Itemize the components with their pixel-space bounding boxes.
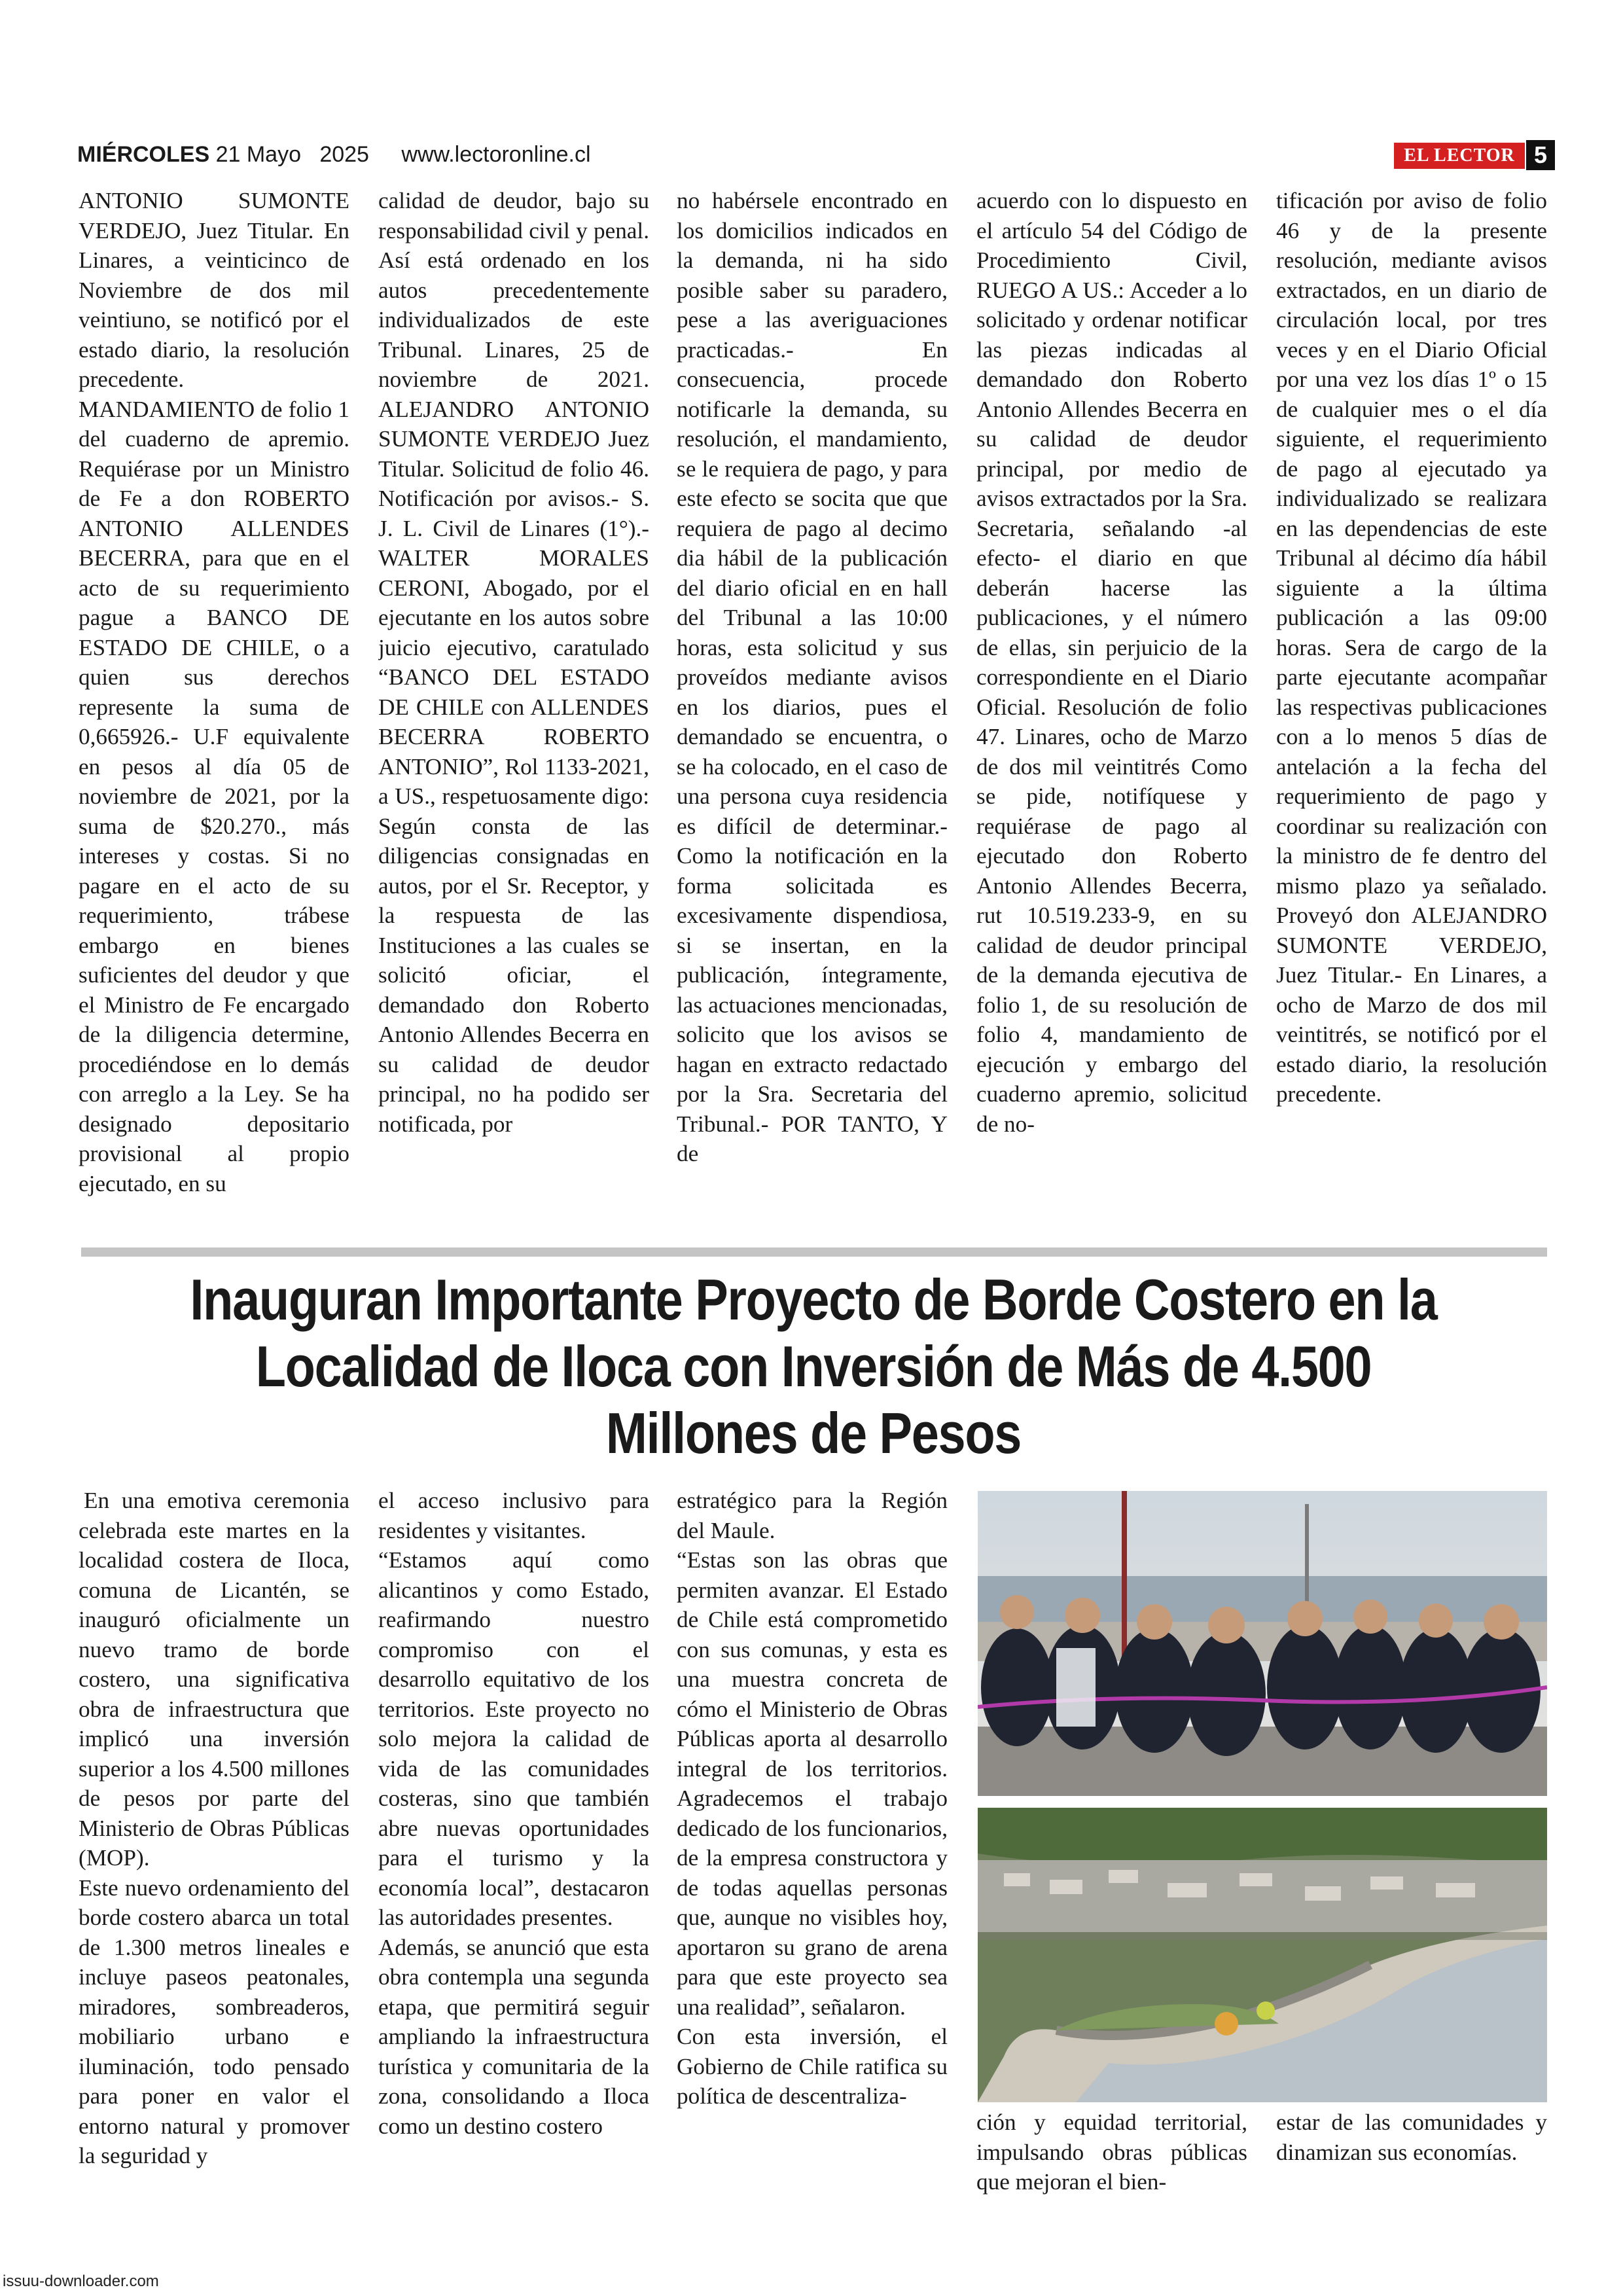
article-column-5 [1276, 2108, 1547, 2212]
legal-notice-column-4 [976, 186, 1247, 1220]
article-paragraph: “Estas son las obras que permiten avanzar. El Estado de Chile está comprometido con sus comunas, y esta es una muestra concreta de cómo el Ministerio de Obras Públicas aporta al desarrollo integral de los territorios. Agradecemos el trabajo dedicado de los funcionarios, de la empresa constructora y de todas aquellas personas que, aunque no visibles hoy, aportaron su grano de arena para que este proyecto sea una realidad”, señalaron. [677, 1547, 948, 2020]
article-paragraph: “Estamos aquí como alicantinos y como Estado, reafirmando nuestro compromiso con el desarrollo equitativo de los territorios. Este proyecto no solo mejora la calidad de vida de las comunidades costeras, sino que también abre nuevas oportunidades para el turismo y la economía local”, destacaron las autoridades presentes. [378, 1547, 649, 1930]
aerial-coastline-photo [978, 1808, 1547, 2102]
article-paragraph: Con esta inversión, el Gobierno de Chile ratifica su política de descentraliza- [677, 2024, 948, 2109]
newspaper-logo: EL LECTOR [1394, 143, 1525, 169]
header-url[interactable]: www.lectoronline.cl [401, 142, 591, 167]
article-paragraph: En una emotiva ceremonia celebrada este martes en la localidad costera de Iloca, comuna de Licantén, se inauguró oficialmente un nuevo tramo de borde costero, una significativa obra de infraestructura que implicó una inversión superior a los 4.500 millones de pesos por parte del Ministerio de Obras Públicas (MOP). [79, 1488, 349, 1871]
header-dateline [77, 139, 591, 170]
legal-notice-column-2 [378, 186, 649, 1220]
legal-notice-text: ANTONIO SUMONTE VERDEJO, Juez Titular. En Linares, a veinticinco de Noviembre de dos mil veintiuno, se notificó por el estado diario, la resolución precedente. MANDAMIENTO de folio 1 del cuaderno de apremio. Requiérase por un Ministro de Fe a don ROBERTO ANTONIO ALLENDES BECERRA, para que en el acto de su requerimiento pague a BANCO DE ESTADO DE CHILE, o a quien sus derechos represente la suma de 0,665926.- U.F equivalente en pesos al día 05 de noviembre de 2021, por la suma de $20.270., más intereses y costas. Si no pagare en el acto de su requerimiento, trábese embargo en bienes suficientes del deudor y que el Ministro de Fe encargado de la diligencia determine, procediéndose en lo demás con arreglo a la Ley. Se ha designado depositario provisional al propio ejecutado, en su [79, 188, 349, 1196]
article-column-3 [677, 1486, 948, 2193]
article-paragraph: Este nuevo ordenamiento del borde costero abarca un total de 1.300 metros lineales e incluye paseos peatonales, miradores, sombreaderos, mobiliario urbano e iluminación, todo pensado para poner en valor el entorno natural y promover la seguridad y [79, 1874, 349, 2168]
article-paragraph: Además, se anunció que esta obra contempla una segunda etapa, que permitirá seguir ampliando la infraestructura turística y comunitaria de la zona, consolidando a Iloca como un destino costero [378, 1934, 649, 2139]
legal-notice-column-5 [1276, 186, 1547, 1220]
article-paragraph: estar de las comunidades y dinamizan sus economías. [1276, 2109, 1547, 2165]
legal-notice-column-1 [79, 186, 349, 1220]
page-number: 5 [1526, 140, 1555, 170]
article-column-1 [79, 1486, 349, 2193]
article-headline: Inauguran Importante Proyecto de Borde Costero en la Localidad de Iloca con Inversión de Más de 4.500 Millones de Pesos [190, 1267, 1437, 1465]
header-date: 21 Mayo [215, 142, 301, 167]
legal-notice-column-3 [677, 186, 948, 1220]
section-divider [81, 1247, 1547, 1257]
article-paragraph: el acceso inclusivo para residentes y visitantes. [378, 1488, 649, 1543]
ribbon-cutting-photo [978, 1491, 1547, 1796]
footer-source: issuu-downloader.com [3, 2272, 159, 2290]
article-column-4 [976, 2108, 1247, 2212]
article-paragraph: estratégico para la Región del Maule. [677, 1488, 948, 1543]
article-column-2 [378, 1486, 649, 2193]
article-paragraph: ción y equidad territorial, impulsando obras públicas que mejoran el bien- [976, 2109, 1247, 2195]
page-header [77, 139, 1548, 170]
legal-notice-text: tificación por aviso de folio 46 y de la presente resolución, mediante avisos extractados, en un diario de circulación local, por tres veces y en el Diario Oficial por una vez los días 1º o 15 de cualquier mes o el día siguiente, el requerimiento de pago al ejecutado ya individualizado se realizara en las dependencias de este Tribunal al décimo día hábil siguiente a la última publicación a las 09:00 horas. Sera de cargo de la parte ejecutante acompañar las respectivas publicaciones con a lo menos 5 días de antelación a la fecha del requerimiento de pago y coordinar su realización con la ministro de fe dentro del mismo plazo ya señalado. Proveyó don ALEJANDRO SUMONTE VERDEJO, Juez Titular.- En Linares, a ocho de Marzo de dos mil veintitrés, se notificó por el estado diario, la resolución precedente. [1276, 188, 1547, 1107]
header-year: 2025 [319, 142, 369, 167]
legal-notice-text: no habérsele encontrado en los domicilios indicados en la demanda, ni ha sido posible saber su paradero, pese a las averiguaciones practicadas.- En consecuencia, procede notificarle la demanda, su resolución, el mandamiento, se le requiera de pago, y para este efecto se socita que que requiera de pago al decimo dia hábil de la publicación del diario oficial en en hall del Tribunal a las 10:00 horas, esta solicitud y sus proveídos mediante avisos en los diarios, pues el demandado se encuentra, o se ha colocado, en el caso de una persona cuya residencia es difícil de determinar.- Como la notificación en la forma solicitada es excesivamente dispendiosa, si se insertan, en la publicación, íntegramente, las actuaciones mencionadas, solicito que los avisos se hagan en extracto redactado por la Sra. Secretaria del Tribunal.- POR TANTO, Y de [677, 188, 948, 1166]
legal-notice-text: calidad de deudor, bajo su responsabilidad civil y penal. Así está ordenado en los autos precedentemente individualizados de este Tribunal. Linares, 25 de noviembre de 2021. ALEJANDRO ANTONIO SUMONTE VERDEJO Juez Titular. Solicitud de folio 46. Notificación por avisos.- S. J. L. Civil de Linares (1°).- WALTER MORALES CERONI, Abogado, por el ejecutante en los autos sobre juicio ejecutivo, caratulado “BANCO DEL ESTADO DE CHILE con ALLENDES BECERRA ROBERTO ANTONIO”, Rol 1133-2021, a US., respetuosamente digo: Según consta de las diligencias consignadas en autos, por el Sr. Receptor, y la respuesta de las Instituciones a las cuales se solicitó oficiar, el demandado don Roberto Antonio Allendes Becerra en su calidad de deudor principal, no ha podido ser notificada, por [378, 188, 649, 1137]
legal-notice-text: acuerdo con lo dispuesto en el artículo 54 del Código de Procedimiento Civil, RUEGO A US.: Acceder a lo solicitado y ordenar notificar las piezas indicadas al demandado don Roberto Antonio Allendes Becerra en su calidad de deudor principal, por medio de avisos extractados por la Sra. Secretaria, señalando -al efecto- el diario en que deberán hacerse las publicaciones, y el número de ellas, sin perjuicio de la correspondiente en el Diario Oficial. Resolución de folio 47. Linares, ocho de Marzo de dos mil veintitrés Como se pide, notifíquese y requiérase de pago al ejecutado don Roberto Antonio Allendes Becerra, rut 10.519.233-9, en su calidad de deudor principal de la demanda ejecutiva de folio 1, de su resolución de folio 4, mandamiento de ejecución y embargo del cuaderno apremio, solicitud de no- [976, 188, 1247, 1137]
header-day: MIÉRCOLES [77, 142, 210, 167]
